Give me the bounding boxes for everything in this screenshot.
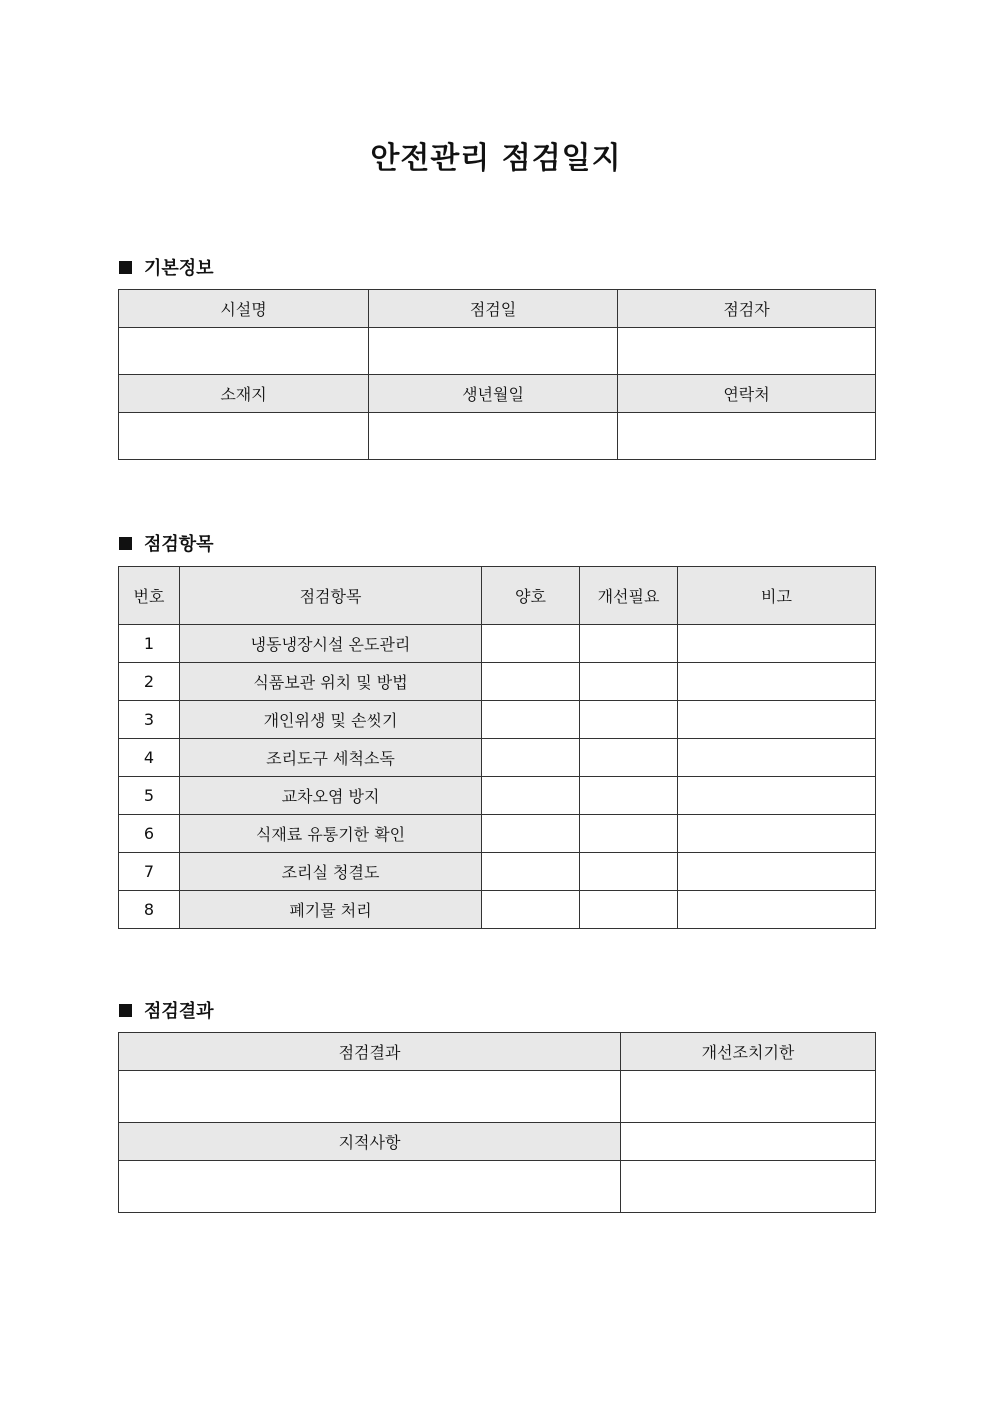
header-birth-date: 생년월일 [369,375,618,413]
good-cell[interactable] [482,777,580,815]
row-number: 4 [119,739,180,777]
header-item: 점검항목 [180,567,482,625]
needs-improvement-cell[interactable] [580,853,678,891]
remarks-cell[interactable] [678,815,876,853]
improvement-deadline-cell[interactable] [621,1071,876,1123]
needs-improvement-cell[interactable] [580,625,678,663]
good-cell[interactable] [482,891,580,929]
row-number: 1 [119,625,180,663]
header-contact: 연락처 [618,375,876,413]
row-item-label: 식재료 유통기한 확인 [180,815,482,853]
remarks-cell[interactable] [678,777,876,815]
findings-cell[interactable] [119,1161,621,1213]
header-inspection-date: 점검일 [369,290,618,328]
header-facility-name: 시설명 [119,290,369,328]
inspector-cell[interactable] [618,328,876,375]
header-result: 점검결과 [119,1033,621,1071]
row-number: 7 [119,853,180,891]
row-item-label: 조리실 청결도 [180,853,482,891]
needs-improvement-cell[interactable] [580,815,678,853]
basic-info-table [118,289,876,460]
remarks-cell[interactable] [678,739,876,777]
result-cell[interactable] [119,1071,621,1123]
remarks-cell[interactable] [678,853,876,891]
table-row [119,701,876,739]
section-heading-basic [119,254,214,280]
row-item-label: 교차오염 방지 [180,777,482,815]
row-number: 3 [119,701,180,739]
findings-extra-cell[interactable] [621,1161,876,1213]
header-remarks: 비고 [678,567,876,625]
needs-improvement-cell[interactable] [580,891,678,929]
birth-date-cell[interactable] [369,413,618,460]
row-item-label: 폐기물 처리 [180,891,482,929]
section-heading-basic-label: 기본정보 [144,258,214,279]
findings-side-cell[interactable] [621,1123,876,1161]
needs-improvement-cell[interactable] [580,701,678,739]
good-cell[interactable] [482,625,580,663]
needs-improvement-cell[interactable] [580,777,678,815]
table-row [119,777,876,815]
remarks-cell[interactable] [678,891,876,929]
square-bullet-icon [119,261,132,274]
needs-improvement-cell[interactable] [580,663,678,701]
needs-improvement-cell[interactable] [580,739,678,777]
remarks-cell[interactable] [678,663,876,701]
document-title: 안전관리 점검일지 [370,141,622,176]
row-number: 2 [119,663,180,701]
header-inspector: 점검자 [618,290,876,328]
table-row [119,891,876,929]
good-cell[interactable] [482,701,580,739]
remarks-cell[interactable] [678,625,876,663]
section-heading-items [119,530,214,556]
good-cell[interactable] [482,853,580,891]
facility-name-cell[interactable] [119,328,369,375]
location-cell[interactable] [119,413,369,460]
good-cell[interactable] [482,815,580,853]
header-improvement-deadline: 개선조치기한 [621,1033,876,1071]
header-findings: 지적사항 [119,1123,621,1161]
header-location: 소재지 [119,375,369,413]
row-item-label: 개인위생 및 손씻기 [180,701,482,739]
table-row [119,853,876,891]
row-number: 6 [119,815,180,853]
row-item-label: 냉동냉장시설 온도관리 [180,625,482,663]
row-item-label: 식품보관 위치 및 방법 [180,663,482,701]
contact-cell[interactable] [618,413,876,460]
section-heading-results-label: 점검결과 [144,1001,214,1022]
header-number: 번호 [119,567,180,625]
row-number: 5 [119,777,180,815]
section-heading-items-label: 점검항목 [144,534,214,555]
remarks-cell[interactable] [678,701,876,739]
square-bullet-icon [119,537,132,550]
inspection-date-cell[interactable] [369,328,618,375]
good-cell[interactable] [482,739,580,777]
table-row [119,625,876,663]
table-row [119,739,876,777]
table-row [119,815,876,853]
header-good: 양호 [482,567,580,625]
row-number: 8 [119,891,180,929]
section-heading-results [119,997,214,1023]
header-needs-improvement: 개선필요 [580,567,678,625]
good-cell[interactable] [482,663,580,701]
inspection-results-table [118,1032,876,1213]
row-item-label: 조리도구 세척소독 [180,739,482,777]
table-row [119,663,876,701]
inspection-items-table [118,566,876,929]
square-bullet-icon [119,1004,132,1017]
